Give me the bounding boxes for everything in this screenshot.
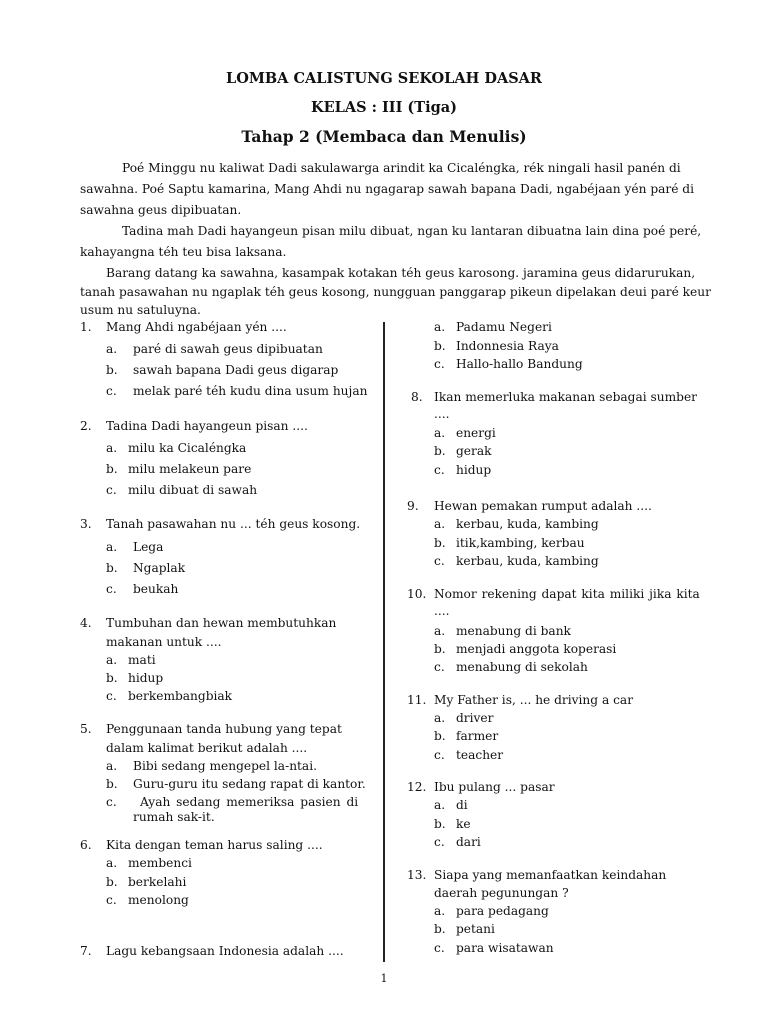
option-letter: c. [434, 554, 445, 568]
page-number: 1 [380, 972, 388, 985]
question-text: Lagu kebangsaan Indonesia adalah .... [106, 944, 344, 958]
class-label: KELAS : III (Tiga) [311, 99, 457, 116]
option-letter: a. [106, 342, 118, 356]
question-text: makanan untuk .... [106, 635, 222, 649]
passage-line: tanah pasawahan nu ngaplak téh geus kosong, nungguan panggarap pikeun dipelakan deui paré keur [80, 285, 711, 299]
option-letter: c. [106, 384, 117, 398]
question-number: 5. [80, 722, 92, 736]
option-text: Hallo-hallo Bandung [456, 357, 583, 371]
option-letter: c. [434, 357, 445, 371]
question-number: 8. [411, 390, 423, 404]
passage-line: Poé Minggu nu kaliwat Dadi sakulawarga arindit ka Cicaléngka, rék ningali hasil panén di [122, 161, 681, 175]
passage-line: sawahna geus dipibuatan. [80, 203, 242, 217]
option-text: berkelahi [128, 875, 187, 889]
option-letter: b. [106, 561, 118, 575]
question-text: Ibu pulang ... pasar [434, 780, 555, 794]
option-text: milu dibuat di sawah [128, 483, 258, 497]
option-letter: a. [434, 320, 446, 334]
option-text: driver [456, 711, 494, 725]
option-letter: c. [106, 582, 117, 596]
option-letter: c. [434, 748, 445, 762]
option-letter: a. [434, 798, 446, 812]
option-text: itik,kambing, kerbau [456, 536, 585, 550]
option-text: menabung di bank [456, 624, 571, 638]
question-number: 9. [407, 499, 419, 513]
option-letter: c. [106, 689, 117, 703]
option-text: Lega [133, 540, 164, 554]
passage-line: usum nu satuluyna. [80, 303, 201, 317]
option-letter: c. [434, 660, 445, 674]
option-text: Indonnesia Raya [456, 339, 559, 353]
option-letter: b. [106, 875, 118, 889]
question-number: 7. [80, 944, 92, 958]
option-letter: a. [106, 653, 118, 667]
option-letter: a. [106, 441, 118, 455]
question-text: dalam kalimat berikut adalah .... [106, 741, 308, 755]
question-text: Kita dengan teman harus saling .... [106, 838, 323, 852]
option-text: Bibi sedang mengepel la-ntai. [133, 759, 317, 773]
question-text: Mang Ahdi ngabéjaan yén .... [106, 320, 287, 334]
option-letter: b. [434, 817, 446, 831]
question-number: 13. [407, 868, 427, 882]
option-text: menabung di sekolah [456, 660, 588, 674]
question-number: 6. [80, 838, 92, 852]
option-letter: c. [434, 941, 445, 955]
option-letter: b. [434, 922, 446, 936]
option-text: berkembangbiak [128, 689, 233, 703]
option-text: milu ka Cicaléngka [128, 441, 247, 455]
option-letter: b. [106, 671, 118, 685]
option-text: energi [456, 426, 496, 440]
document-title: LOMBA CALISTUNG SEKOLAH DASAR [226, 70, 542, 87]
question-number: 3. [80, 517, 92, 531]
option-letter: a. [106, 856, 118, 870]
option-letter: a. [434, 517, 446, 531]
option-letter: c. [106, 483, 117, 497]
question-number: 1. [80, 320, 92, 334]
option-text: di [456, 798, 468, 812]
option-text: hidup [128, 671, 164, 685]
option-letter: a. [106, 759, 118, 773]
passage-line: sawahna. Poé Saptu kamarina, Mang Ahdi nu ngagarap sawah bapana Dadi, ngabéjaan yén paré di [80, 182, 694, 196]
question-text: Hewan pemakan rumput adalah .... [434, 499, 652, 513]
option-text: menolong [128, 893, 189, 907]
option-letter: c. [106, 795, 117, 809]
option-text: teacher [456, 748, 504, 762]
option-text: kerbau, kuda, kambing [456, 517, 599, 531]
question-text: Penggunaan tanda hubung yang tepat [106, 722, 342, 736]
question-number: 10. [407, 587, 427, 601]
option-letter: a. [434, 711, 446, 725]
option-text: Padamu Negeri [456, 320, 552, 334]
option-text: petani [456, 922, 495, 936]
question-text: Tumbuhan dan hewan membutuhkan [106, 616, 337, 630]
option-text: para pedagang [456, 904, 549, 918]
question-number: 2. [80, 419, 92, 433]
option-text-continued: rumah sak-it. [133, 810, 215, 824]
question-text: Siapa yang memanfaatkan keindahan [434, 868, 667, 882]
passage-line: Barang datang ka sawahna, kasampak kotakan téh geus karosong. jaramina geus didarurukan, [106, 266, 696, 280]
option-letter: b. [434, 339, 446, 353]
option-text: ke [456, 817, 471, 831]
option-letter: b. [434, 536, 446, 550]
option-letter: a. [434, 426, 446, 440]
option-text: Ngaplak [133, 561, 186, 575]
question-text: My Father is, ... he driving a car [434, 693, 634, 707]
question-number: 12. [407, 780, 427, 794]
question-text: .... [434, 604, 450, 618]
option-letter: b. [106, 363, 118, 377]
option-letter: b. [106, 777, 118, 791]
column-divider [383, 322, 385, 962]
option-letter: a. [106, 540, 118, 554]
option-text: sawah bapana Dadi geus digarap [133, 363, 339, 377]
option-letter: c. [106, 893, 117, 907]
question-number: 11. [407, 693, 427, 707]
option-text: hidup [456, 463, 492, 477]
option-text: farmer [456, 729, 499, 743]
option-text: kerbau, kuda, kambing [456, 554, 599, 568]
option-text: menjadi anggota koperasi [456, 642, 617, 656]
stage-label: Tahap 2 (Membaca dan Menulis) [241, 127, 527, 146]
option-text: beukah [133, 582, 179, 596]
passage-line: kahayangna téh teu bisa laksana. [80, 245, 287, 259]
option-text: dari [456, 835, 481, 849]
question-number: 4. [80, 616, 92, 630]
option-letter: c. [434, 835, 445, 849]
question-text: daerah pegunungan ? [434, 886, 569, 900]
option-text: Guru-guru itu sedang rapat di kantor. [133, 777, 366, 791]
option-text: membenci [128, 856, 192, 870]
option-letter: b. [106, 462, 118, 476]
question-text: Tanah pasawahan nu ... téh geus kosong. [106, 517, 361, 531]
option-letter: b. [434, 729, 446, 743]
option-text: melak paré téh kudu dina usum hujan [133, 384, 368, 398]
question-text: .... [434, 407, 450, 421]
option-letter: b. [434, 444, 446, 458]
question-text: Nomor rekening dapat kita miliki jika kita [434, 587, 700, 601]
option-text: gerak [456, 444, 492, 458]
option-text: mati [128, 653, 156, 667]
option-text: milu melakeun pare [128, 462, 252, 476]
option-text: para wisatawan [456, 941, 554, 955]
question-text: Ikan memerluka makanan sebagai sumber [434, 390, 698, 404]
option-text: Ayah sedang memeriksa pasien di [140, 795, 359, 809]
option-text: paré di sawah geus dipibuatan [133, 342, 323, 356]
question-text: Tadina Dadi hayangeun pisan .... [106, 419, 308, 433]
option-letter: c. [434, 463, 445, 477]
option-letter: a. [434, 624, 446, 638]
passage-line: Tadina mah Dadi hayangeun pisan milu dibuat, ngan ku lantaran dibuatna lain dina poé peré, [122, 224, 702, 238]
option-letter: b. [434, 642, 446, 656]
option-letter: a. [434, 904, 446, 918]
